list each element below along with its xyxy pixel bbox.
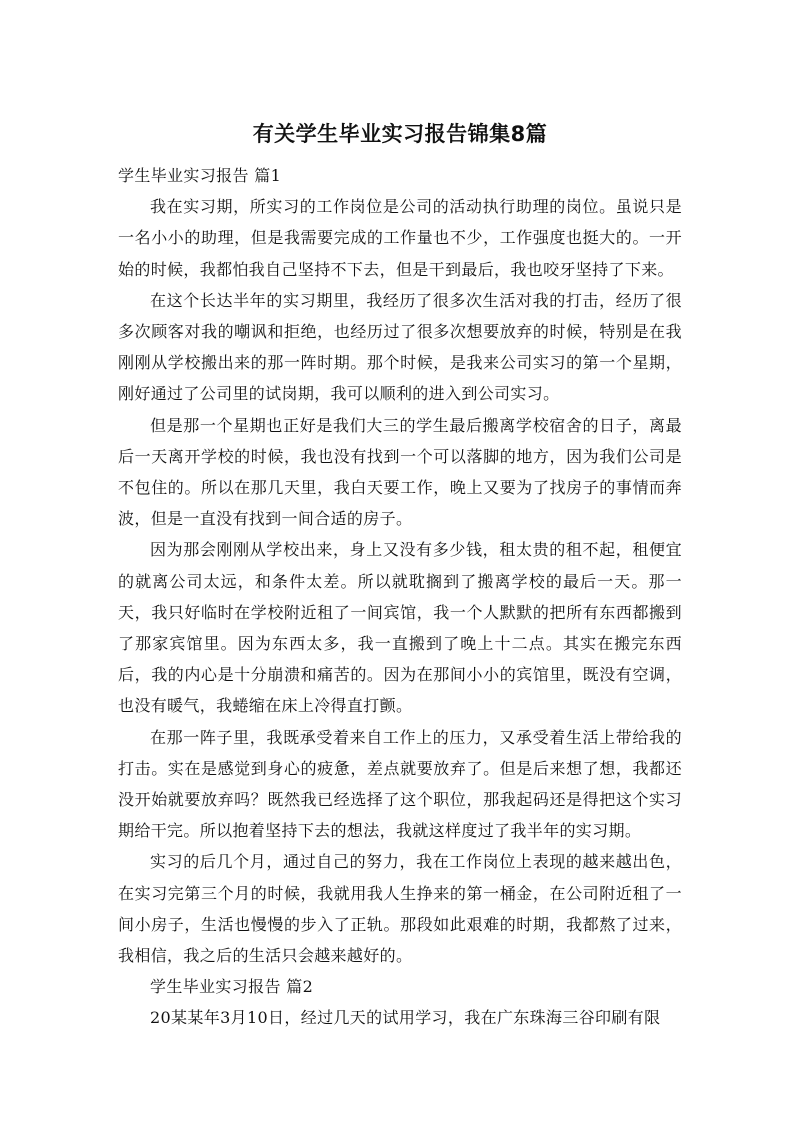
paragraph-3: 但是那一个星期也正好是我们大三的学生最后搬离学校宿舍的日子，离最后一天离开学校的时候，我也没有找到一个可以落脚的地方，因为我们公司是不包住的。所以在那几天里，我白天要工作，晚上又要为了找房子的事情而奔波，但是一直没有找到一间合适的房子。 [118,415,682,529]
paragraph-6: 实习的后几个月，通过自己的努力，我在工作岗位上表现的越来越出色，在实习完第三个月的时候，我就用我人生挣来的第一桶金，在公司附近租了一间小房子，生活也慢慢的步入了正轨。那段如此艰难的时期，我都熬了过来，我相信，我之后的生活只会越来越好的。 [118,852,682,966]
section-2-first-line: 20某某年3月10日，经过几天的试用学习，我在广东珠海三谷印刷有限 [150,1008,661,1028]
paragraph-5: 在那一阵子里，我既承受着来自工作上的压力，又承受着生活上带给我的打击。实在是感觉到身心的疲惫，差点就要放弃了。但是后来想了想，我都还没开始就要放弃吗？既然我已经选择了这个职位，那我起码还是得把这个实习期给干完。所以抱着坚持下去的想法，我就这样度过了我半年的实习期。 [118,727,682,841]
section-heading-1: 学生毕业实习报告 篇1 [118,166,282,185]
paragraph-2: 在这个长达半年的实习期里，我经历了很多次生活对我的打击，经历了很多次顾客对我的嘲讽和拒绝，也经历过了很多次想要放弃的时候，特别是在我刚刚从学校搬出来的那一阵时期。那个时候，是我来公司实习的第一个星期，刚好通过了公司里的试岗期，我可以顺利的进入到公司实习。 [118,290,682,404]
document-title: 有关学生毕业实习报告锦集8篇 [252,122,548,146]
paragraph-4: 因为那会刚刚从学校出来，身上又没有多少钱，租太贵的租不起，租便宜的就离公司太远，和条件太差。所以就耽搁到了搬离学校的最后一天。那一天，我只好临时在学校附近租了一间宾馆，我一个人默默的把所有东西都搬到了那家宾馆里。因为东西太多，我一直搬到了晚上十二点。其实在搬完东西后，我的内心是十分崩溃和痛苦的。因为在那间小小的宾馆里，既没有空调，也没有暖气，我蜷缩在床上冷得直打颤。 [118,540,682,716]
document-body [118,160,682,1034]
paragraph-1: 我在实习期，所实习的工作岗位是公司的活动执行助理的岗位。虽说只是一名小小的助理，但是我需要完成的工作量也不少，工作强度也挺大的。一开始的时候，我都怕我自己坚持不下去，但是干到最后，我也咬牙坚持了下来。 [118,197,682,279]
section-heading-2: 学生毕业实习报告 篇2 [150,977,314,997]
